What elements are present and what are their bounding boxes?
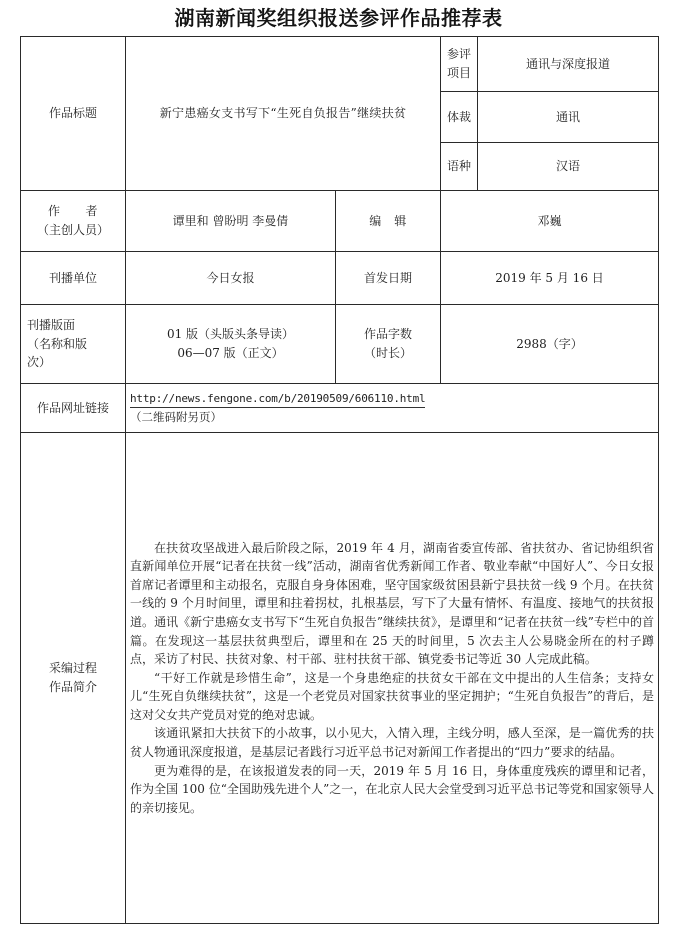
genre-label: 体裁 [441,92,478,143]
editor-label: 编 辑 [336,191,441,252]
work-title-label: 作品标题 [21,37,126,191]
author-label-line1: 作 者 [47,204,98,219]
url-label: 作品网址链接 [21,384,126,433]
wordcount-value: 2988（字） [441,305,659,384]
first-publish-value: 2019 年 5 月 16 日 [441,252,659,305]
language-value: 汉语 [478,143,659,191]
summary-label [21,433,126,924]
first-publish-label: 首发日期 [336,252,441,305]
author-label-line2: （主创人员） [36,223,109,237]
table-row [21,191,659,252]
table-row [21,252,659,305]
page-title: 湖南新闻奖组织报送参评作品推荐表 [174,6,503,30]
plate-label-line3: 次） [27,355,52,370]
summary-paragraph: 该通讯紧扣大扶贫下的小故事，以小见大，入情入理，主线分明，感人至深，是一篇优秀的扶贫人物通讯深度报道，是基层记者践行习近平总书记对新闻工作者提出的“四力”要求的结晶。 [130,726,655,760]
work-url-link[interactable]: http://news.fengone.com/b/20190509/606110.html [130,390,425,408]
plate-value-line1: 01 版（头版头条导读） [166,327,295,342]
table-row [21,433,659,924]
plate-value [126,305,336,384]
wordcount-label [336,305,441,384]
wordcount-label-line1: 作品字数 [364,327,413,342]
table-row [21,37,659,92]
category-label: 参评项目 [441,37,478,92]
category-value: 通讯与深度报道 [478,37,659,92]
summary-paragraph: “干好工作就是珍惜生命”，这是一个身患绝症的扶贫女干部在文中提出的人生信条；支持女儿“生死自负继续扶贫”，这是一个老党员对国家扶贫事业的坚定拥护；“生死自负报告”的背后，是这对父女共产党员对党的绝对忠诚。 [130,670,655,722]
publisher-value: 今日女报 [126,252,336,305]
url-value-cell [126,384,659,433]
plate-label-line1: 刊播版面 [27,318,76,333]
summary-body [126,433,659,924]
publisher-label: 刊播单位 [21,252,126,305]
wordcount-label-line2: （时长） [364,346,413,360]
recommendation-form-table [20,36,659,924]
summary-paragraph: 更为难得的是，在该报道发表的同一天，2019 年 5 月 16 日，身体重度残疾的谭里和记者，作为全国 100 位“全国助残先进个人”之一，在北京人民大会堂受到习近平总书记等党和国家领导人的亲切接见。 [130,763,655,815]
summary-paragraph: 在扶贫攻坚战进入最后阶段之际，2019 年 4 月，湖南省委宣传部、省扶贫办、省记协组织省直新闻单位开展“记者在扶贫一线”活动，湖南省优秀新闻工作者、敬业奉献“中国好人”、今日女报首席记者谭里和主动报名，克服自身身体困难，坚守国家级贫困县新宁县扶贫一线 9 个月。在扶贫一线的 9 个月时间里，谭里和拄着拐杖，扎根基层，写下了大量有情怀、有温度、接地气的扶贫报道。通讯《新宁患癌女支书写下“生死自负报告”继续扶贫》，是谭里和“记者在扶贫一线”专栏中的首篇。在发现这一基层扶贫典型后，谭里和在 25 天的时间里，5 次去主人公易晓金所在的村子蹲点，采访了村民、扶贫对象、村干部、驻村扶贫干部、镇党委书记等近 30 人完成此稿。 [130,540,655,667]
plate-value-line2: 06—07 版（正文） [177,346,284,360]
author-label [21,191,126,252]
work-title-value: 新宁患癌女支书写下“生死自负报告”继续扶贫 [126,37,441,191]
language-label: 语种 [441,143,478,191]
summary-label-line2: 作品简介 [48,680,97,694]
plate-label-line2: （名称和版 [27,336,88,351]
summary-label-line1: 采编过程 [48,661,97,676]
editor-value: 邓巍 [441,191,659,252]
table-row [21,305,659,384]
author-value: 谭里和 曾盼明 李曼倩 [126,191,336,252]
genre-value: 通讯 [478,92,659,143]
plate-label [21,305,126,384]
url-note: （二维码附另页） [130,410,222,425]
table-row [21,384,659,433]
